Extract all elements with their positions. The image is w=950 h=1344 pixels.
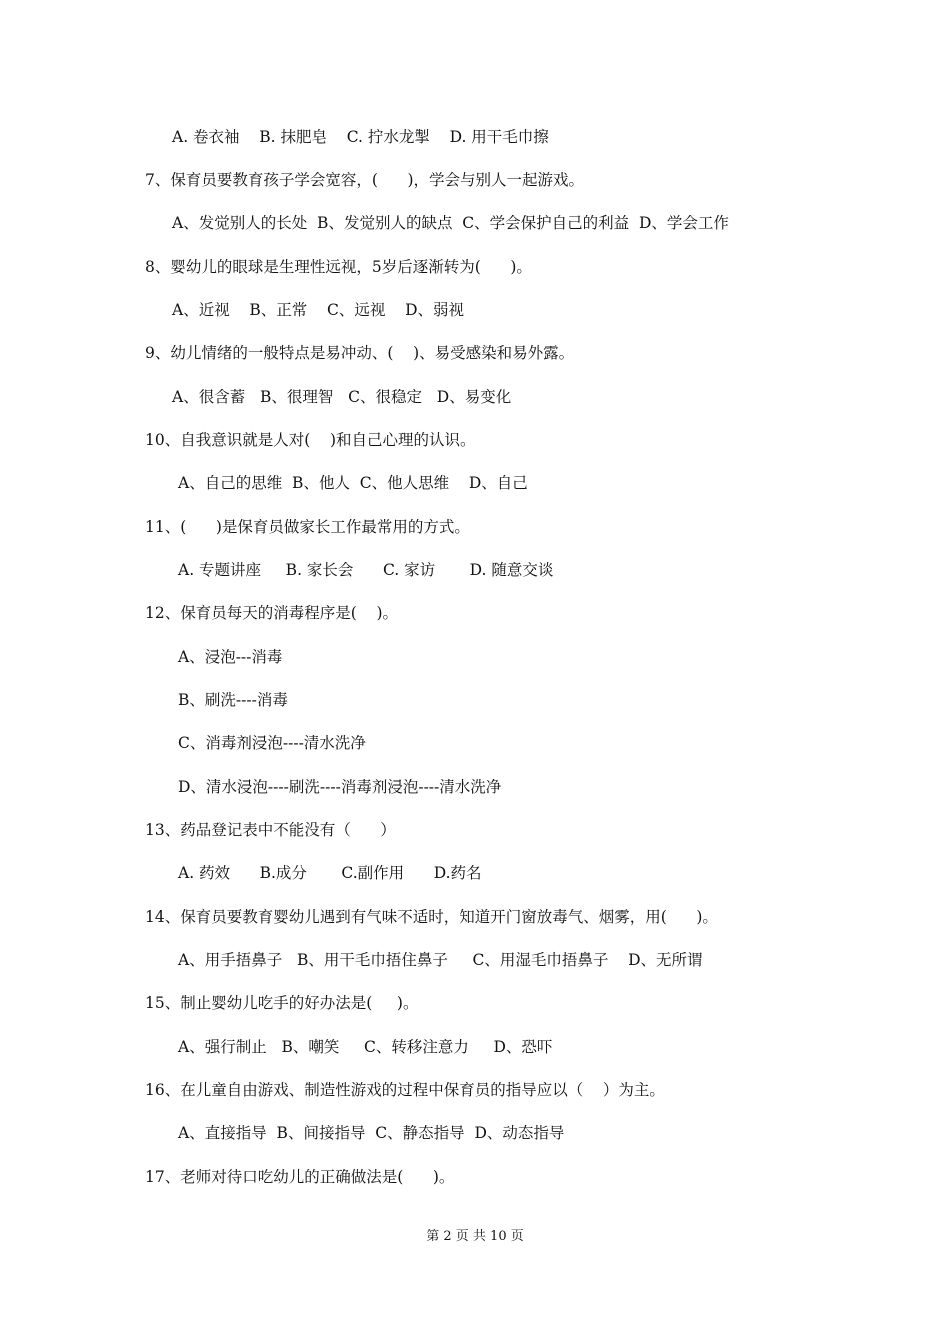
q9-options: A、很含蓄 B、很理智 C、很稳定 D、易变化 (172, 388, 512, 406)
q11-options: A. 专题讲座 B. 家长会 C. 家访 D. 随意交谈 (178, 561, 554, 579)
q6-options: A. 卷衣袖 B. 抹肥皂 C. 拧水龙掣 D. 用干毛巾擦 (172, 128, 549, 146)
q12-option-a: A、浸泡---消毒 (178, 648, 283, 666)
page-footer: 第 2 页 共 10 页 (426, 1229, 524, 1244)
question-16: 16、在儿童自由游戏、制造性游戏的过程中保育员的指导应以（ ）为主。 (145, 1081, 665, 1099)
q12-option-c: C、消毒剂浸泡----清水洗净 (178, 734, 366, 752)
q15-options: A、强行制止 B、嘲笑 C、转移注意力 D、恐吓 (178, 1038, 553, 1056)
q13-options: A. 药效 B.成分 C.副作用 D.药名 (178, 864, 482, 882)
question-12: 12、保育员每天的消毒程序是( )。 (145, 604, 399, 622)
q14-options: A、用手捂鼻子 B、用干毛巾捂住鼻子 C、用湿毛巾捂鼻子 D、无所谓 (178, 951, 703, 969)
q8-options: A、近视 B、正常 C、远视 D、弱视 (172, 301, 464, 319)
question-11: 11、( )是保育员做家长工作最常用的方式。 (145, 518, 470, 536)
q10-options: A、自己的思维 B、他人 C、他人思维 D、自己 (178, 474, 528, 492)
question-14: 14、保育员要教育婴幼儿遇到有气味不适时，知道开门窗放毒气、烟雾，用( )。 (145, 908, 718, 926)
q16-options: A、直接指导 B、间接指导 C、静态指导 D、动态指导 (178, 1124, 565, 1142)
question-13: 13、药品登记表中不能没有（ ） (145, 821, 396, 839)
question-17: 17、老师对待口吃幼儿的正确做法是( )。 (145, 1168, 455, 1186)
q7-options: A、发觉别人的长处 B、发觉别人的缺点 C、学会保护自己的利益 D、学会工作 (172, 214, 729, 232)
q12-option-d: D、清水浸泡----刷洗----消毒剂浸泡----清水洗净 (178, 778, 502, 796)
question-7: 7、保育员要教育孩子学会宽容，( )，学会与别人一起游戏。 (145, 171, 585, 189)
question-9: 9、幼儿情绪的一般特点是易冲动、( )、易受感染和易外露。 (145, 344, 575, 362)
q12-option-b: B、刷洗----消毒 (178, 691, 288, 709)
question-8: 8、婴幼儿的眼球是生理性远视，5岁后逐渐转为( )。 (145, 258, 532, 276)
question-15: 15、制止婴幼儿吃手的好办法是( )。 (145, 994, 419, 1012)
question-10: 10、自我意识就是人对( )和自己心理的认识。 (145, 431, 476, 449)
